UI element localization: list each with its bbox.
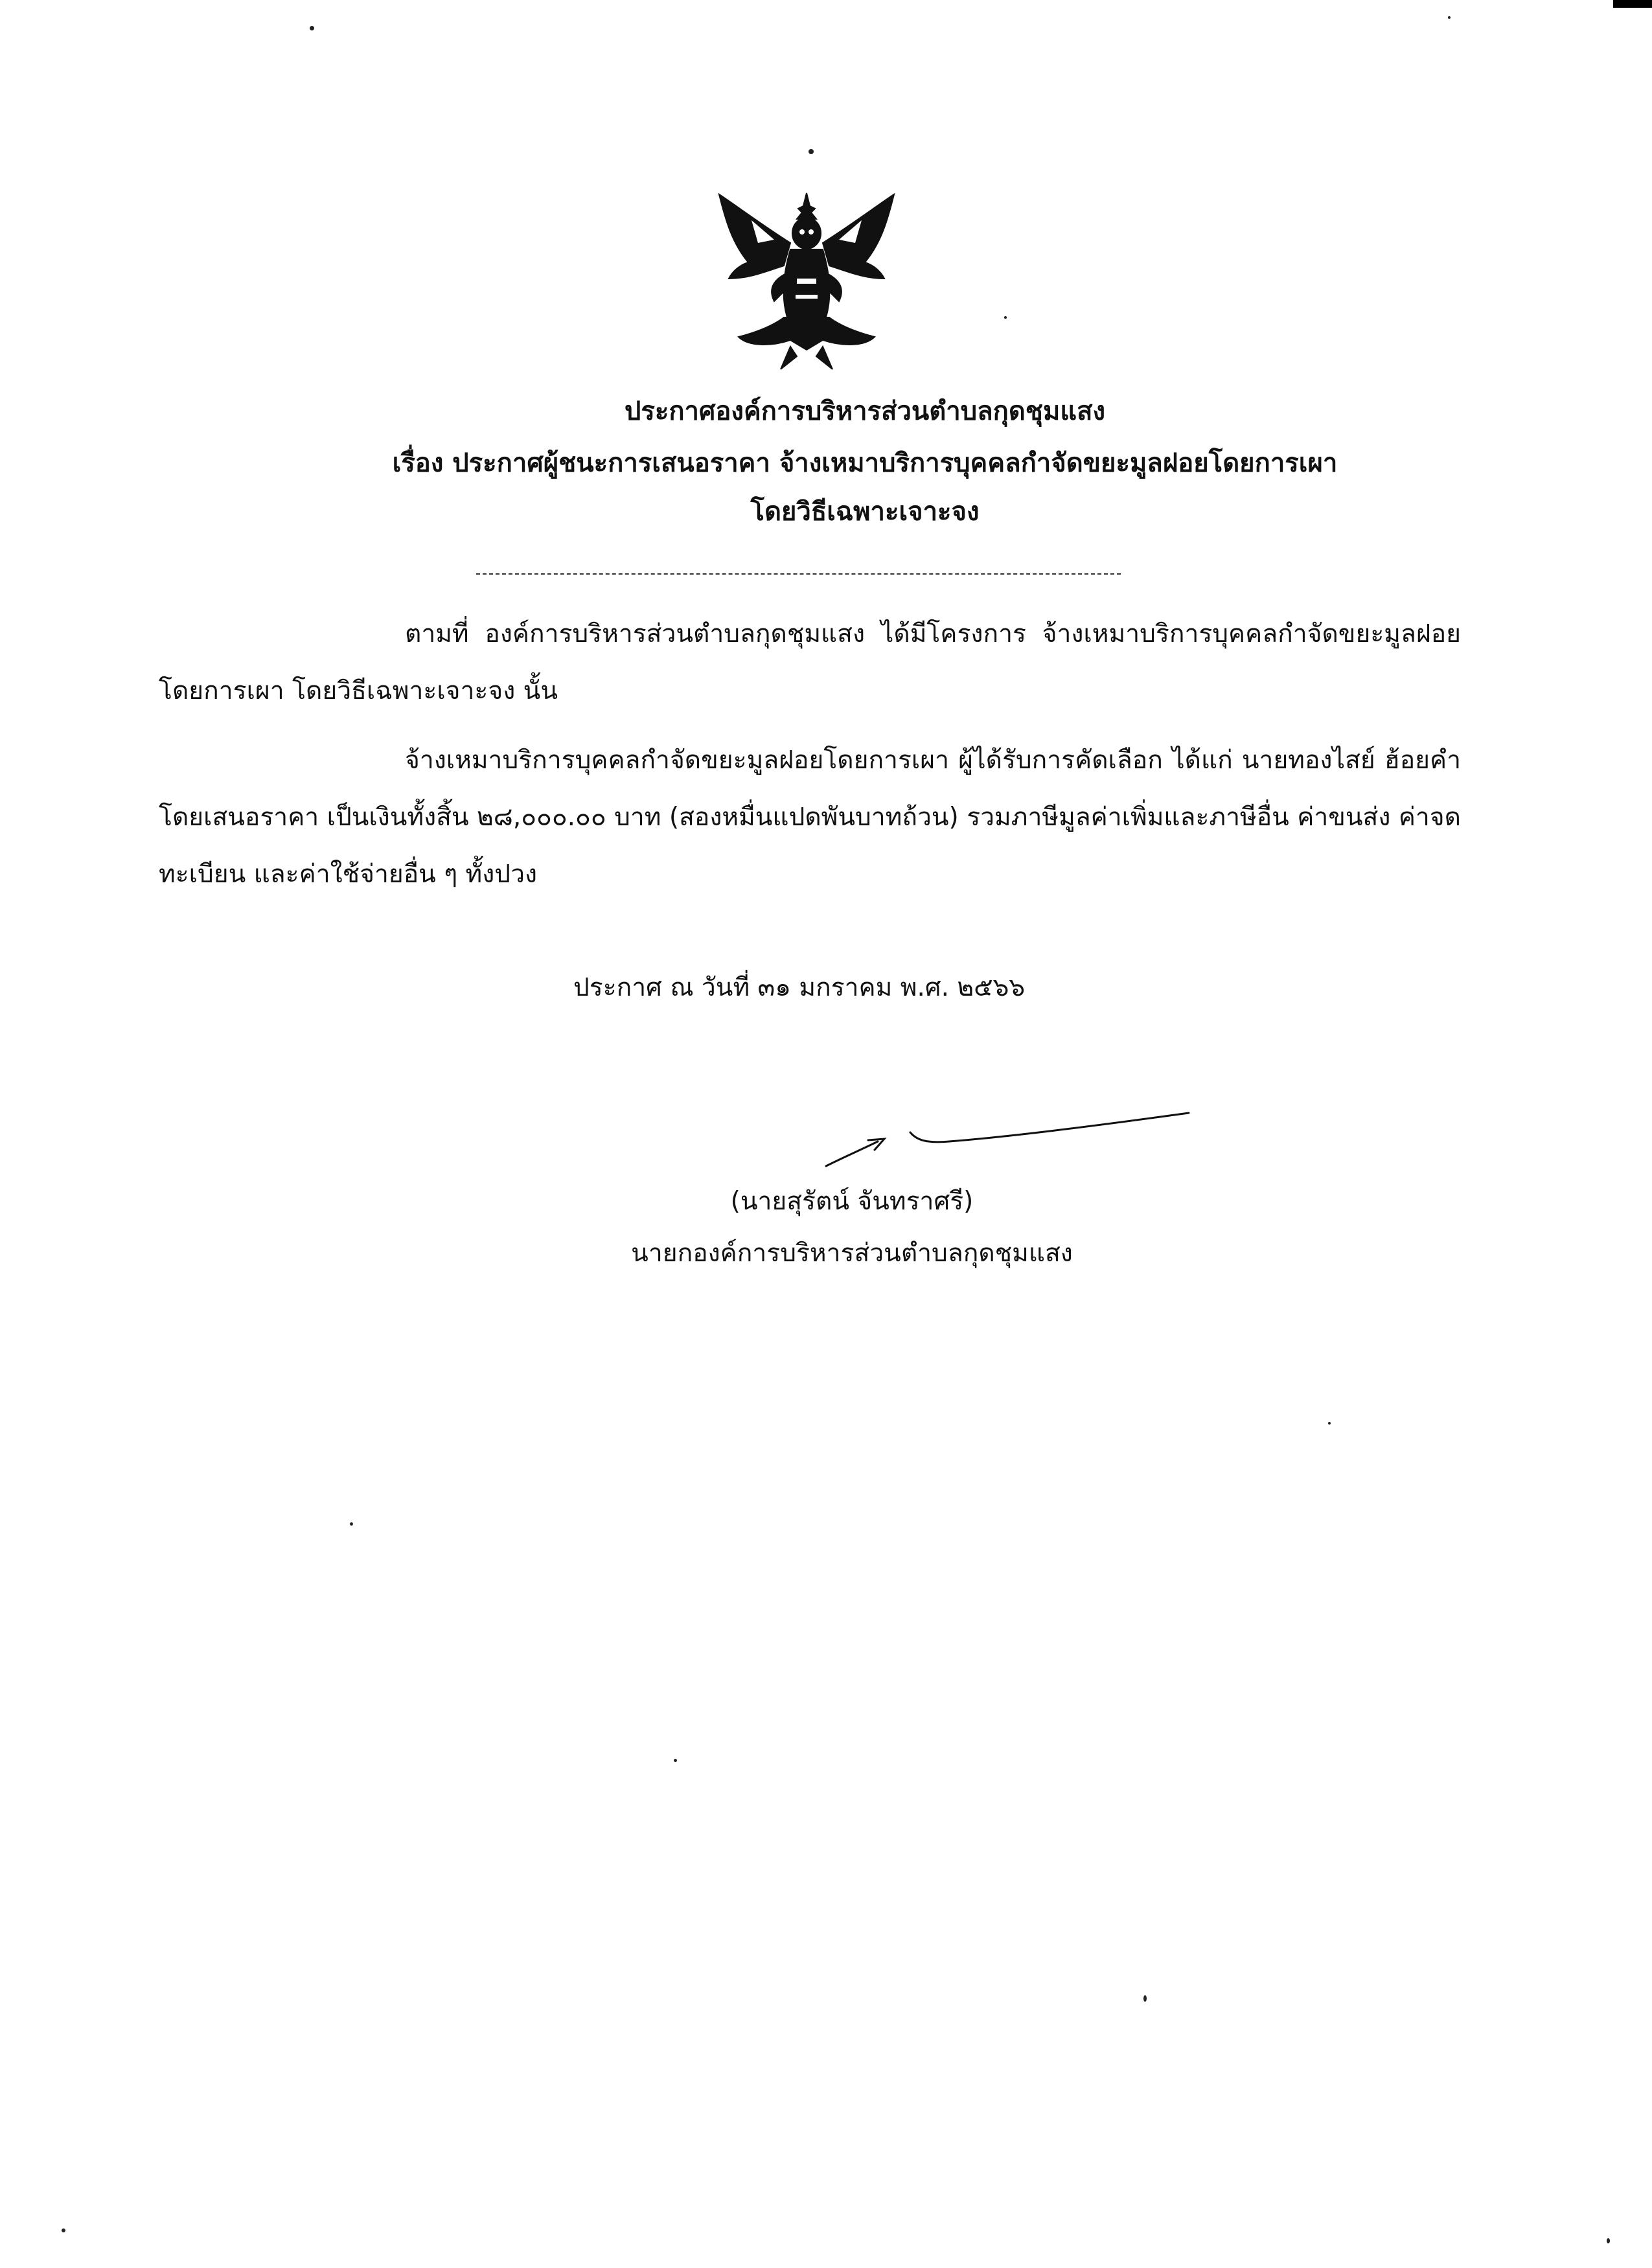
body-paragraph-1: [159, 606, 1461, 720]
scan-speck: [1004, 316, 1007, 319]
scan-speck: [809, 149, 814, 154]
scan-speck: [310, 26, 314, 30]
scan-speck: [674, 1759, 677, 1762]
scan-speck: [350, 1522, 353, 1526]
body-paragraph-2: [159, 732, 1461, 903]
announcement-title: ประกาศองค์การบริหารส่วนตำบลกุดชุมแสง: [624, 396, 1106, 426]
paragraph-1-text: ตามที่ องค์การบริหารส่วนตำบลกุดชุมแสง ได้มีโครงการ จ้างเหมาบริการบุคคลกำจัดขยะมูลฝอยโดยการเผา โดยวิธีเฉพาะเจาะจง นั้น: [159, 619, 1461, 705]
scan-speck: [1328, 1422, 1331, 1425]
signer-title: นายกองค์การบริหารส่วนตำบลกุดชุมแสง: [631, 1239, 1073, 1268]
garuda-emblem-icon: [713, 181, 901, 376]
scan-speck: [62, 2228, 65, 2232]
scan-edge-mark: [1613, 0, 1652, 8]
announcement-date: ประกาศ ณ วันที่ ๓๑ มกราคม พ.ศ. ๒๕๖๖: [573, 973, 1026, 1002]
handwritten-signature-icon: [813, 1101, 1202, 1186]
announcement-subject: เรื่อง ประกาศผู้ชนะการเสนอราคา จ้างเหมาบริการบุคคลกำจัดขยะมูลฝอยโดยการเผา: [392, 448, 1338, 478]
paragraph-2-text: จ้างเหมาบริการบุคคลกำจัดขยะมูลฝอยโดยการเผา ผู้ได้รับการคัดเลือก ได้แก่ นายทองไสย์ ฮ้อยคำ โดยเสนอราคา เป็นเงินทั้งสิ้น ๒๘,๐๐๐.๐๐ บาท (สองหมื่นแปดพันบาทถ้วน) รวมภาษีมูลค่าเพิ่มและภาษีอื่น ค่าขนส่ง ค่าจดทะเบียน และค่าใช้จ่ายอื่น ๆ ทั้งปวง: [159, 746, 1461, 889]
announcement-method: โดยวิธีเฉพาะเจาะจง: [750, 497, 980, 527]
signer-name: (นายสุรัตน์ จันทราศรี): [730, 1187, 974, 1216]
scan-speck: [1448, 16, 1451, 19]
dashed-divider: [476, 573, 1121, 575]
scan-speck: [1607, 2238, 1610, 2243]
scan-speck: [1143, 1995, 1147, 2002]
